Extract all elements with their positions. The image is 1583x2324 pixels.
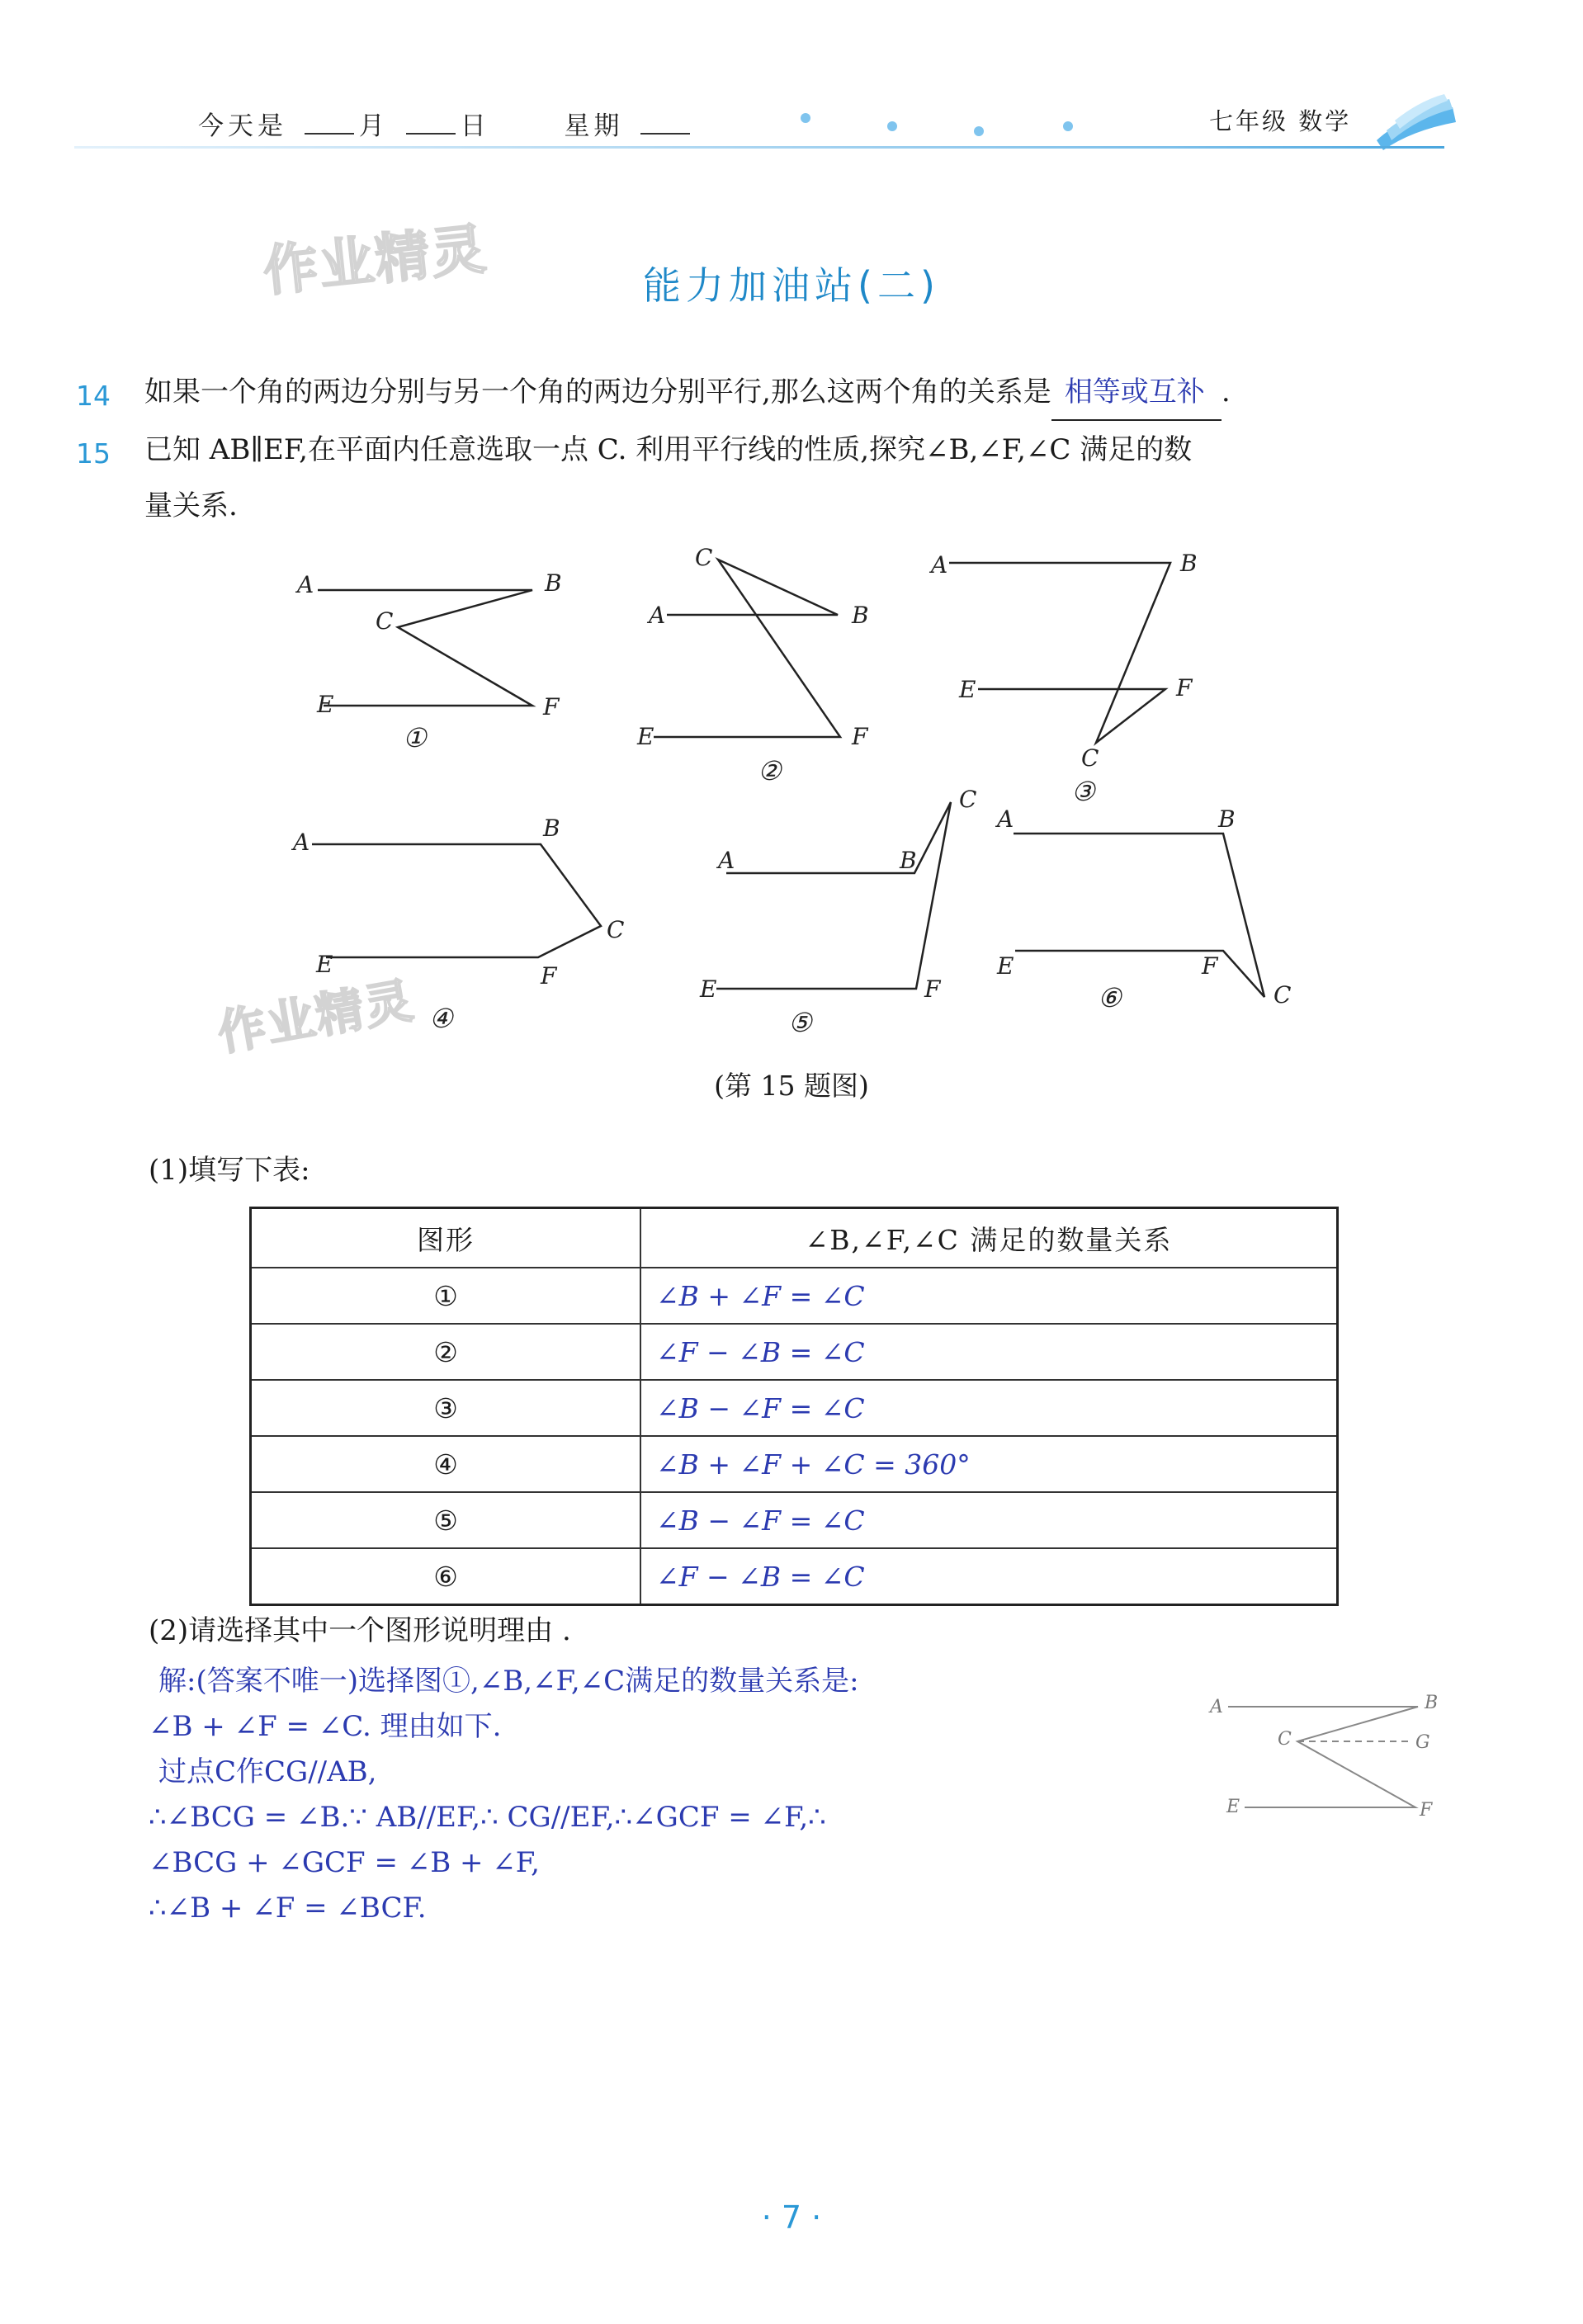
figure-cell: ⑥ bbox=[251, 1548, 641, 1605]
question-number-15: 15 bbox=[76, 437, 111, 470]
col-figure-header: 图形 bbox=[251, 1208, 641, 1268]
figure-cell: ③ bbox=[251, 1380, 641, 1436]
fig2-number: ② bbox=[758, 755, 782, 786]
relation-cell[interactable]: ∠F − ∠B = ∠C bbox=[640, 1548, 1338, 1605]
fig4-A: A bbox=[293, 829, 310, 856]
fig1-E: E bbox=[317, 691, 334, 718]
solution-fig-E: E bbox=[1226, 1797, 1240, 1817]
page-number: · 7 · bbox=[761, 2199, 822, 2236]
solution-fig-G: G bbox=[1415, 1732, 1430, 1753]
relation-table bbox=[249, 1207, 1339, 1606]
fig1-lines bbox=[318, 590, 532, 706]
solution-block[interactable] bbox=[149, 1659, 1122, 1931]
fig3-B: B bbox=[1180, 550, 1198, 577]
fig4-number: ④ bbox=[429, 1003, 453, 1034]
fig3-lines bbox=[949, 563, 1170, 743]
col-relation-header: ∠B,∠F,∠C 满足的数量关系 bbox=[640, 1208, 1338, 1268]
question-15-line2: 量关系. bbox=[144, 489, 238, 522]
watermark: 作业精灵 bbox=[260, 216, 490, 304]
table-row bbox=[251, 1548, 1338, 1605]
relation-cell[interactable]: ∠B + ∠F = ∠C bbox=[640, 1268, 1338, 1324]
day-label: 日 bbox=[460, 111, 490, 141]
table-row bbox=[251, 1268, 1338, 1324]
solution-line: ∠B + ∠F = ∠C. 理由如下. bbox=[149, 1710, 502, 1743]
figure-cell: ⑤ bbox=[251, 1492, 641, 1548]
grade-subject: 七年级 数学 bbox=[1209, 107, 1352, 135]
question-number-14: 14 bbox=[76, 380, 111, 412]
fig3-F: F bbox=[1176, 674, 1193, 701]
fig4-C: C bbox=[607, 916, 625, 943]
fig5-E: E bbox=[700, 975, 717, 1003]
solution-line: ∠BCG + ∠GCF = ∠B + ∠F, bbox=[149, 1846, 540, 1879]
fig3-E: E bbox=[959, 676, 976, 703]
fig6-B: B bbox=[1218, 805, 1236, 833]
fig5-C: C bbox=[959, 786, 977, 813]
solution-line: ∴∠B + ∠F = ∠BCF. bbox=[149, 1892, 427, 1925]
watermark: 作业精灵 bbox=[213, 971, 418, 1062]
solution-line: 解:(答案不唯一)选择图①,∠B,∠F,∠C满足的数量关系是: bbox=[158, 1665, 859, 1698]
month-label: 月 bbox=[358, 111, 389, 141]
fig4-F: F bbox=[541, 962, 557, 990]
fig6-number: ⑥ bbox=[1098, 982, 1122, 1013]
part-1-label: (1)填写下表: bbox=[149, 1154, 310, 1187]
fig6-A: A bbox=[997, 805, 1014, 833]
question-15-line1: 已知 AB∥EF,在平面内任意选取一点 C. 利用平行线的性质,探究∠B,∠F,∠C 满足的数 bbox=[144, 433, 1193, 466]
relation-cell[interactable]: ∠B + ∠F + ∠C = 360° bbox=[640, 1436, 1338, 1492]
fig3-C: C bbox=[1081, 744, 1099, 772]
fig2-A: A bbox=[649, 602, 666, 629]
fig2-E: E bbox=[637, 723, 654, 750]
fig2-B: B bbox=[852, 602, 869, 629]
table-row bbox=[251, 1436, 1338, 1492]
fig1-number: ① bbox=[403, 722, 427, 753]
fig6-E: E bbox=[997, 952, 1014, 980]
solution-line: ∴∠BCG = ∠B.∵ AB//EF,∴ CG//EF,∴∠GCF = ∠F,∴ bbox=[149, 1801, 826, 1834]
fig6-C: C bbox=[1273, 981, 1292, 1008]
section-title: 能力加油站(二) bbox=[643, 263, 940, 308]
weekday-label: 星期 bbox=[564, 111, 624, 141]
solution-fig-F: F bbox=[1420, 1800, 1433, 1821]
table-header-row bbox=[251, 1208, 1338, 1268]
fig1-B: B bbox=[545, 569, 562, 597]
fig4-B: B bbox=[543, 815, 560, 842]
fig2-lines bbox=[654, 560, 840, 737]
fig5-lines bbox=[716, 802, 951, 989]
relation-cell[interactable]: ∠B − ∠F = ∠C bbox=[640, 1492, 1338, 1548]
fig4-E: E bbox=[316, 951, 333, 978]
solution-fig-A: A bbox=[1210, 1697, 1223, 1717]
table-row bbox=[251, 1324, 1338, 1380]
question-14-text: 如果一个角的两边分别与另一个角的两边分别平行,那么这两个角的关系是 bbox=[144, 376, 1051, 409]
fig1-A: A bbox=[297, 571, 314, 598]
fig1-F: F bbox=[543, 693, 560, 720]
fig2-F: F bbox=[852, 723, 868, 750]
figure-caption: (第 15 题图) bbox=[714, 1070, 869, 1102]
table-row bbox=[251, 1492, 1338, 1548]
fig6-F: F bbox=[1202, 952, 1218, 980]
question-14-answer[interactable]: 相等或互补 bbox=[1051, 365, 1222, 421]
fig3-A: A bbox=[931, 551, 948, 579]
fig2-C: C bbox=[695, 544, 713, 571]
fig5-A: A bbox=[718, 847, 735, 874]
part-2-label: (2)请选择其中一个图形说明理由 . bbox=[149, 1614, 571, 1647]
relation-cell[interactable]: ∠B − ∠F = ∠C bbox=[640, 1380, 1338, 1436]
fig5-number: ⑤ bbox=[788, 1007, 812, 1038]
question-14-tail: . bbox=[1221, 376, 1231, 409]
solution-fig-lines bbox=[1228, 1707, 1418, 1807]
fig6-lines bbox=[1014, 834, 1264, 997]
fig4-lines bbox=[312, 844, 601, 957]
fig3-number: ③ bbox=[1071, 776, 1095, 807]
figure-cell: ② bbox=[251, 1324, 641, 1380]
figure-cell: ④ bbox=[251, 1436, 641, 1492]
fig5-F: F bbox=[924, 975, 941, 1003]
solution-line: 过点C作CG//AB, bbox=[158, 1755, 377, 1788]
today-label: 今天是 bbox=[198, 111, 287, 141]
relation-cell[interactable]: ∠F − ∠B = ∠C bbox=[640, 1324, 1338, 1380]
table-row bbox=[251, 1380, 1338, 1436]
solution-fig-B: B bbox=[1425, 1693, 1439, 1713]
fig1-C: C bbox=[376, 607, 394, 635]
solution-fig-C: C bbox=[1278, 1729, 1292, 1750]
figure-cell: ① bbox=[251, 1268, 641, 1324]
fig5-B: B bbox=[900, 847, 917, 874]
